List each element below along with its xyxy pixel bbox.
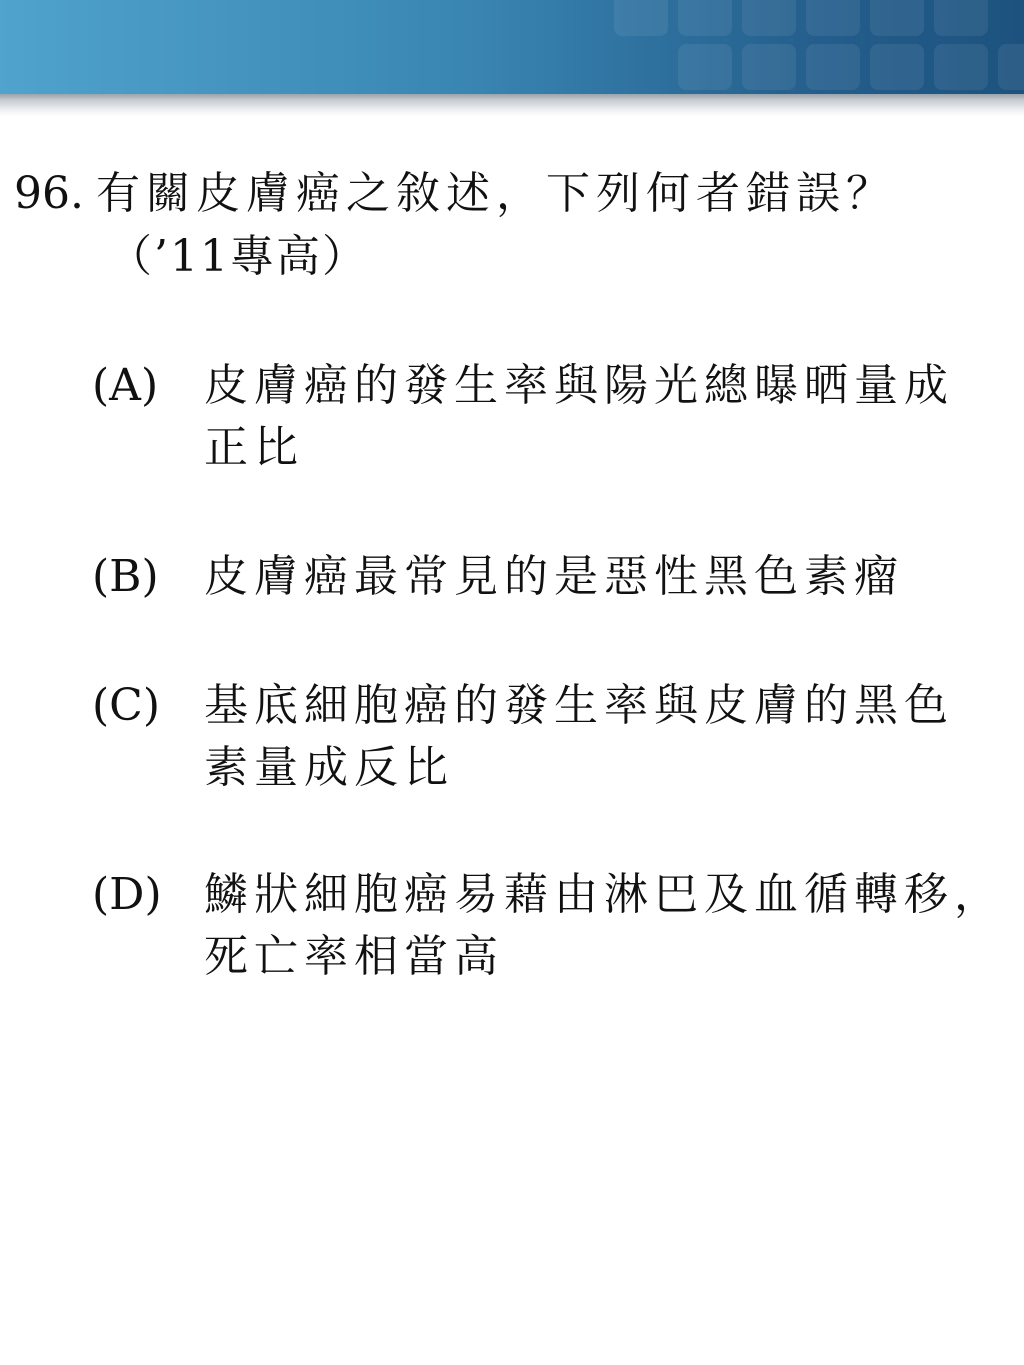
option-c-label: (C) <box>92 680 160 731</box>
question-number: 96. <box>14 168 84 219</box>
option-b-text-line1: 皮膚癌最常見的是惡性黑色素瘤 <box>204 551 904 602</box>
option-a-text-line2: 正比 <box>204 422 304 473</box>
question-source: （’11專高） <box>108 231 368 282</box>
option-a-label: (A) <box>92 360 159 411</box>
option-c-text-line1: 基底細胞癌的發生率與皮膚的黑色 <box>204 680 954 731</box>
option-d-text-line1: 鱗狀細胞癌易藉由淋巴及血循轉移， <box>204 869 1004 920</box>
question-text: 有關皮膚癌之敘述，下列何者錯誤？ <box>96 168 896 219</box>
option-c-text-line2: 素量成反比 <box>204 742 454 793</box>
option-a-text-line1: 皮膚癌的發生率與陽光總曝晒量成 <box>204 360 954 411</box>
option-d-label: (D) <box>92 869 162 920</box>
option-d-text-line2: 死亡率相當高 <box>204 931 504 982</box>
option-b-label: (B) <box>92 551 159 602</box>
